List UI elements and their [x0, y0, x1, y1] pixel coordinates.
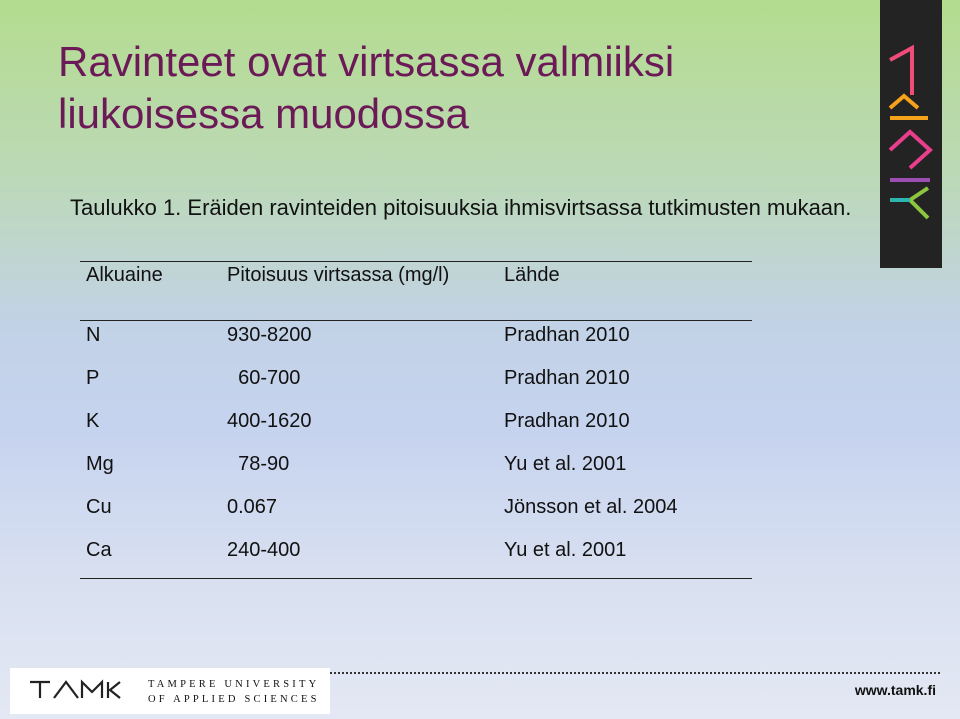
slide-title: Ravinteet ovat virtsassa valmiiksi liukoisessa muodossa: [58, 38, 675, 137]
row-element: Ca: [86, 539, 112, 561]
row-element: Mg: [86, 453, 114, 475]
university-name-line2: OF APPLIED SCIENCES: [148, 694, 320, 705]
table-top-rule: [80, 261, 752, 262]
header-element: Alkuaine: [86, 264, 163, 286]
row-source: Yu et al. 2001: [504, 453, 627, 475]
website-link[interactable]: www.tamk.fi: [854, 682, 936, 698]
table-caption: [70, 194, 860, 221]
caption-text: Eräiden ravinteiden pitoisuuksia ihmisvirtsassa tutkimusten mukaan.: [181, 195, 852, 220]
header-concentration: Pitoisuus virtsassa (mg/l): [227, 264, 450, 286]
tamk-logo-icon: [880, 0, 942, 268]
header-source: Lähde: [504, 264, 560, 286]
tamk-vertical-logo: [880, 0, 942, 268]
row-element: K: [86, 410, 100, 432]
tamk-wordmark-icon: [16, 668, 136, 714]
tamk-footer-logo: [10, 668, 330, 714]
row-concentration: 0.067: [227, 496, 278, 518]
row-source: Yu et al. 2001: [504, 539, 627, 561]
row-concentration: 930-8200: [227, 324, 312, 346]
caption-label: Taulukko 1.: [70, 195, 182, 220]
row-concentration: 60-700: [227, 367, 301, 389]
row-concentration: 240-400: [227, 539, 301, 561]
row-element: P: [86, 367, 100, 389]
row-source: Pradhan 2010: [504, 367, 630, 389]
row-concentration: 400-1620: [227, 410, 312, 432]
footer-divider: [330, 672, 940, 674]
row-element: Cu: [86, 496, 112, 518]
table-header-rule: [80, 320, 752, 321]
footer: [0, 668, 960, 719]
row-source: Pradhan 2010: [504, 324, 630, 346]
row-concentration: 78-90: [227, 453, 290, 475]
row-source: Jönsson et al. 2004: [504, 496, 678, 518]
row-source: Pradhan 2010: [504, 410, 630, 432]
row-element: N: [86, 324, 101, 346]
university-name-line1: TAMPERE UNIVERSITY: [148, 679, 320, 690]
table-bottom-rule: [80, 578, 752, 579]
